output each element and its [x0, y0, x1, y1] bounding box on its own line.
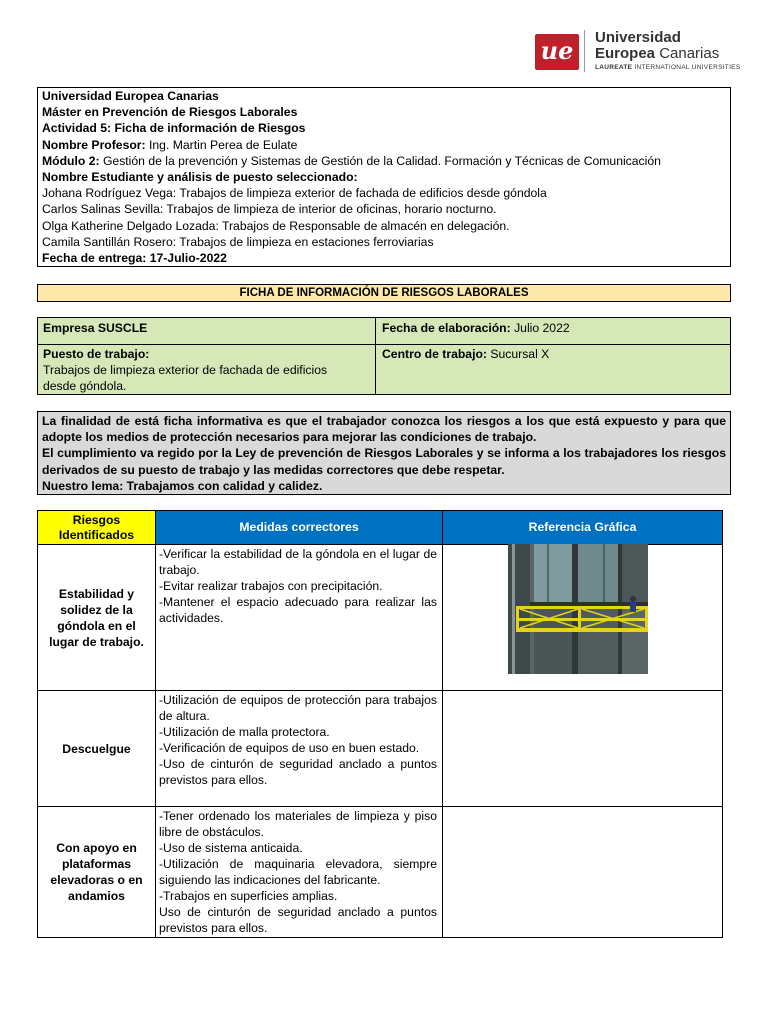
- logo-text-line3: [595, 64, 740, 72]
- elaboration-date-value: Julio 2022: [514, 321, 570, 335]
- header-info-box: [37, 87, 731, 267]
- info-table-vline: [375, 318, 376, 394]
- logo-text-line2: [595, 46, 719, 62]
- activity-name: Actividad 5: Ficha de información de Riesgos: [42, 121, 306, 136]
- header-graphic-reference: Referencia Gráfica: [443, 511, 722, 544]
- logo-text-international: INTERNATIONAL UNIVERSITIES: [634, 64, 741, 71]
- info-table-hline: [38, 344, 730, 345]
- gondola-photo: [508, 544, 648, 674]
- risk-platforms: Con apoyo en plataformas elevadoras o en andamios: [50, 841, 143, 903]
- header-measures: Medidas correctores: [156, 511, 442, 544]
- teacher-line: [42, 137, 726, 153]
- elaboration-date: [382, 320, 570, 336]
- measure-item: -Utilización de equipos de protección para trabajos de altura.: [159, 693, 437, 723]
- measure-item: -Verificar la estabilidad de la góndola en el lugar de trabajo.: [159, 547, 437, 577]
- measure-item: -Utilización de maquinaria elevadora, siempre siguiendo las indicaciones del fabricante.: [159, 857, 437, 887]
- measure-item: -Mantener el espacio adecuado para realizar las actividades.: [159, 595, 437, 625]
- measure-item: -Uso de cinturón de seguridad anclado a puntos previstos para ellos.: [159, 757, 437, 787]
- measure-item: -Evitar realizar trabajos con precipitación.: [159, 579, 383, 593]
- measures-stability: [159, 546, 437, 626]
- job-position-label: Puesto de trabajo:: [43, 347, 150, 361]
- job-position: [43, 346, 363, 394]
- logo-text-laureate: LAUREATE: [595, 64, 633, 71]
- measure-item: -Uso de sistema anticaida.: [159, 841, 303, 855]
- student-line: Carlos Salinas Sevilla: Trabajos de limpieza de interior de oficinas, horario nocturno.: [42, 202, 497, 217]
- risk-stability: Estabilidad y solidez de la góndola en el lugar de trabajo.: [49, 586, 144, 649]
- job-position-value: Trabajos de limpieza exterior de fachada de edificios desde góndola.: [43, 363, 328, 393]
- purpose-text-1: La finalidad de está ficha informativa es que el trabajador conozca los riesgos a los que está expuesto y para que adopte los medios de protección necesarios para mejorar las condiciones de trabajo.: [42, 414, 726, 445]
- module-label: Módulo 2:: [42, 153, 100, 168]
- ficha-title: FICHA DE INFORMACIÓN DE RIESGOS LABORALES: [37, 284, 731, 302]
- measure-item: -Trabajos en superficies amplias.: [159, 889, 338, 903]
- logo-text-europea: Europea: [595, 45, 656, 62]
- measure-item: -Verificación de equipos de uso en buen estado.: [159, 741, 420, 755]
- measures-detachment: [159, 692, 437, 788]
- risk-table: [37, 510, 723, 938]
- university-logo-mark: ue: [535, 34, 579, 70]
- delivery-date: Fecha de entrega: 17-Julio-2022: [42, 251, 227, 266]
- purpose-box: [37, 411, 731, 495]
- measure-item: -Utilización de malla protectora.: [159, 725, 330, 739]
- students-label: Nombre Estudiante y análisis de puesto seleccionado:: [42, 170, 358, 185]
- measure-item: -Tener ordenado los materiales de limpieza y piso libre de obstáculos.: [159, 809, 437, 839]
- student-line: Johana Rodríguez Vega: Trabajos de limpieza exterior de fachada de edificios desde góndola: [42, 186, 547, 201]
- measures-platforms: [159, 808, 437, 936]
- work-center-label: Centro de trabajo:: [382, 347, 487, 361]
- elaboration-date-label: Fecha de elaboración:: [382, 321, 511, 335]
- company-name: Empresa SUSCLE: [43, 321, 148, 335]
- info-table: [37, 317, 731, 395]
- purpose-motto: Nuestro lema: Trabajamos con calidad y calidez.: [42, 478, 323, 493]
- student-line: Olga Katherine Delgado Lozada: Trabajos de Responsable de almacén en delegación.: [42, 218, 510, 233]
- purpose-text-2: El cumplimiento va regido por la Ley de prevención de Riesgos Laborales y se informa a los trabajadores los riesgos derivados de su puesto de trabajo y las medidas correctores que debe respetar.: [42, 446, 726, 477]
- module-value: Gestión de la prevención y Sistemas de Gestión de la Calidad. Formación y Técnicas de Comunicación: [102, 153, 661, 168]
- teacher-value: Ing. Martin Perea de Eulate: [149, 137, 298, 152]
- grid-vline: [155, 511, 156, 937]
- logo-text-line1: Universidad: [595, 29, 681, 46]
- grid-vline: [442, 511, 443, 937]
- measure-item: Uso de cinturón de seguridad anclado a puntos previstos para ellos.: [159, 905, 437, 935]
- logo-text-canarias: Canarias: [659, 45, 720, 62]
- teacher-label: Nombre Profesor:: [42, 137, 146, 152]
- work-center-value: Sucursal X: [490, 347, 550, 361]
- logo-divider: [584, 30, 585, 72]
- risk-detachment: Descuelgue: [62, 741, 131, 756]
- work-center: [382, 346, 549, 362]
- module-line: [42, 153, 726, 169]
- header-risks: Riesgos Identificados: [38, 511, 155, 544]
- university-name: Universidad Europea Canarias: [42, 89, 219, 103]
- student-line: Camila Santillán Rosero: Trabajos de limpieza en estaciones ferroviarias: [42, 234, 434, 249]
- master-name: Máster en Prevención de Riesgos Laborales: [42, 105, 298, 120]
